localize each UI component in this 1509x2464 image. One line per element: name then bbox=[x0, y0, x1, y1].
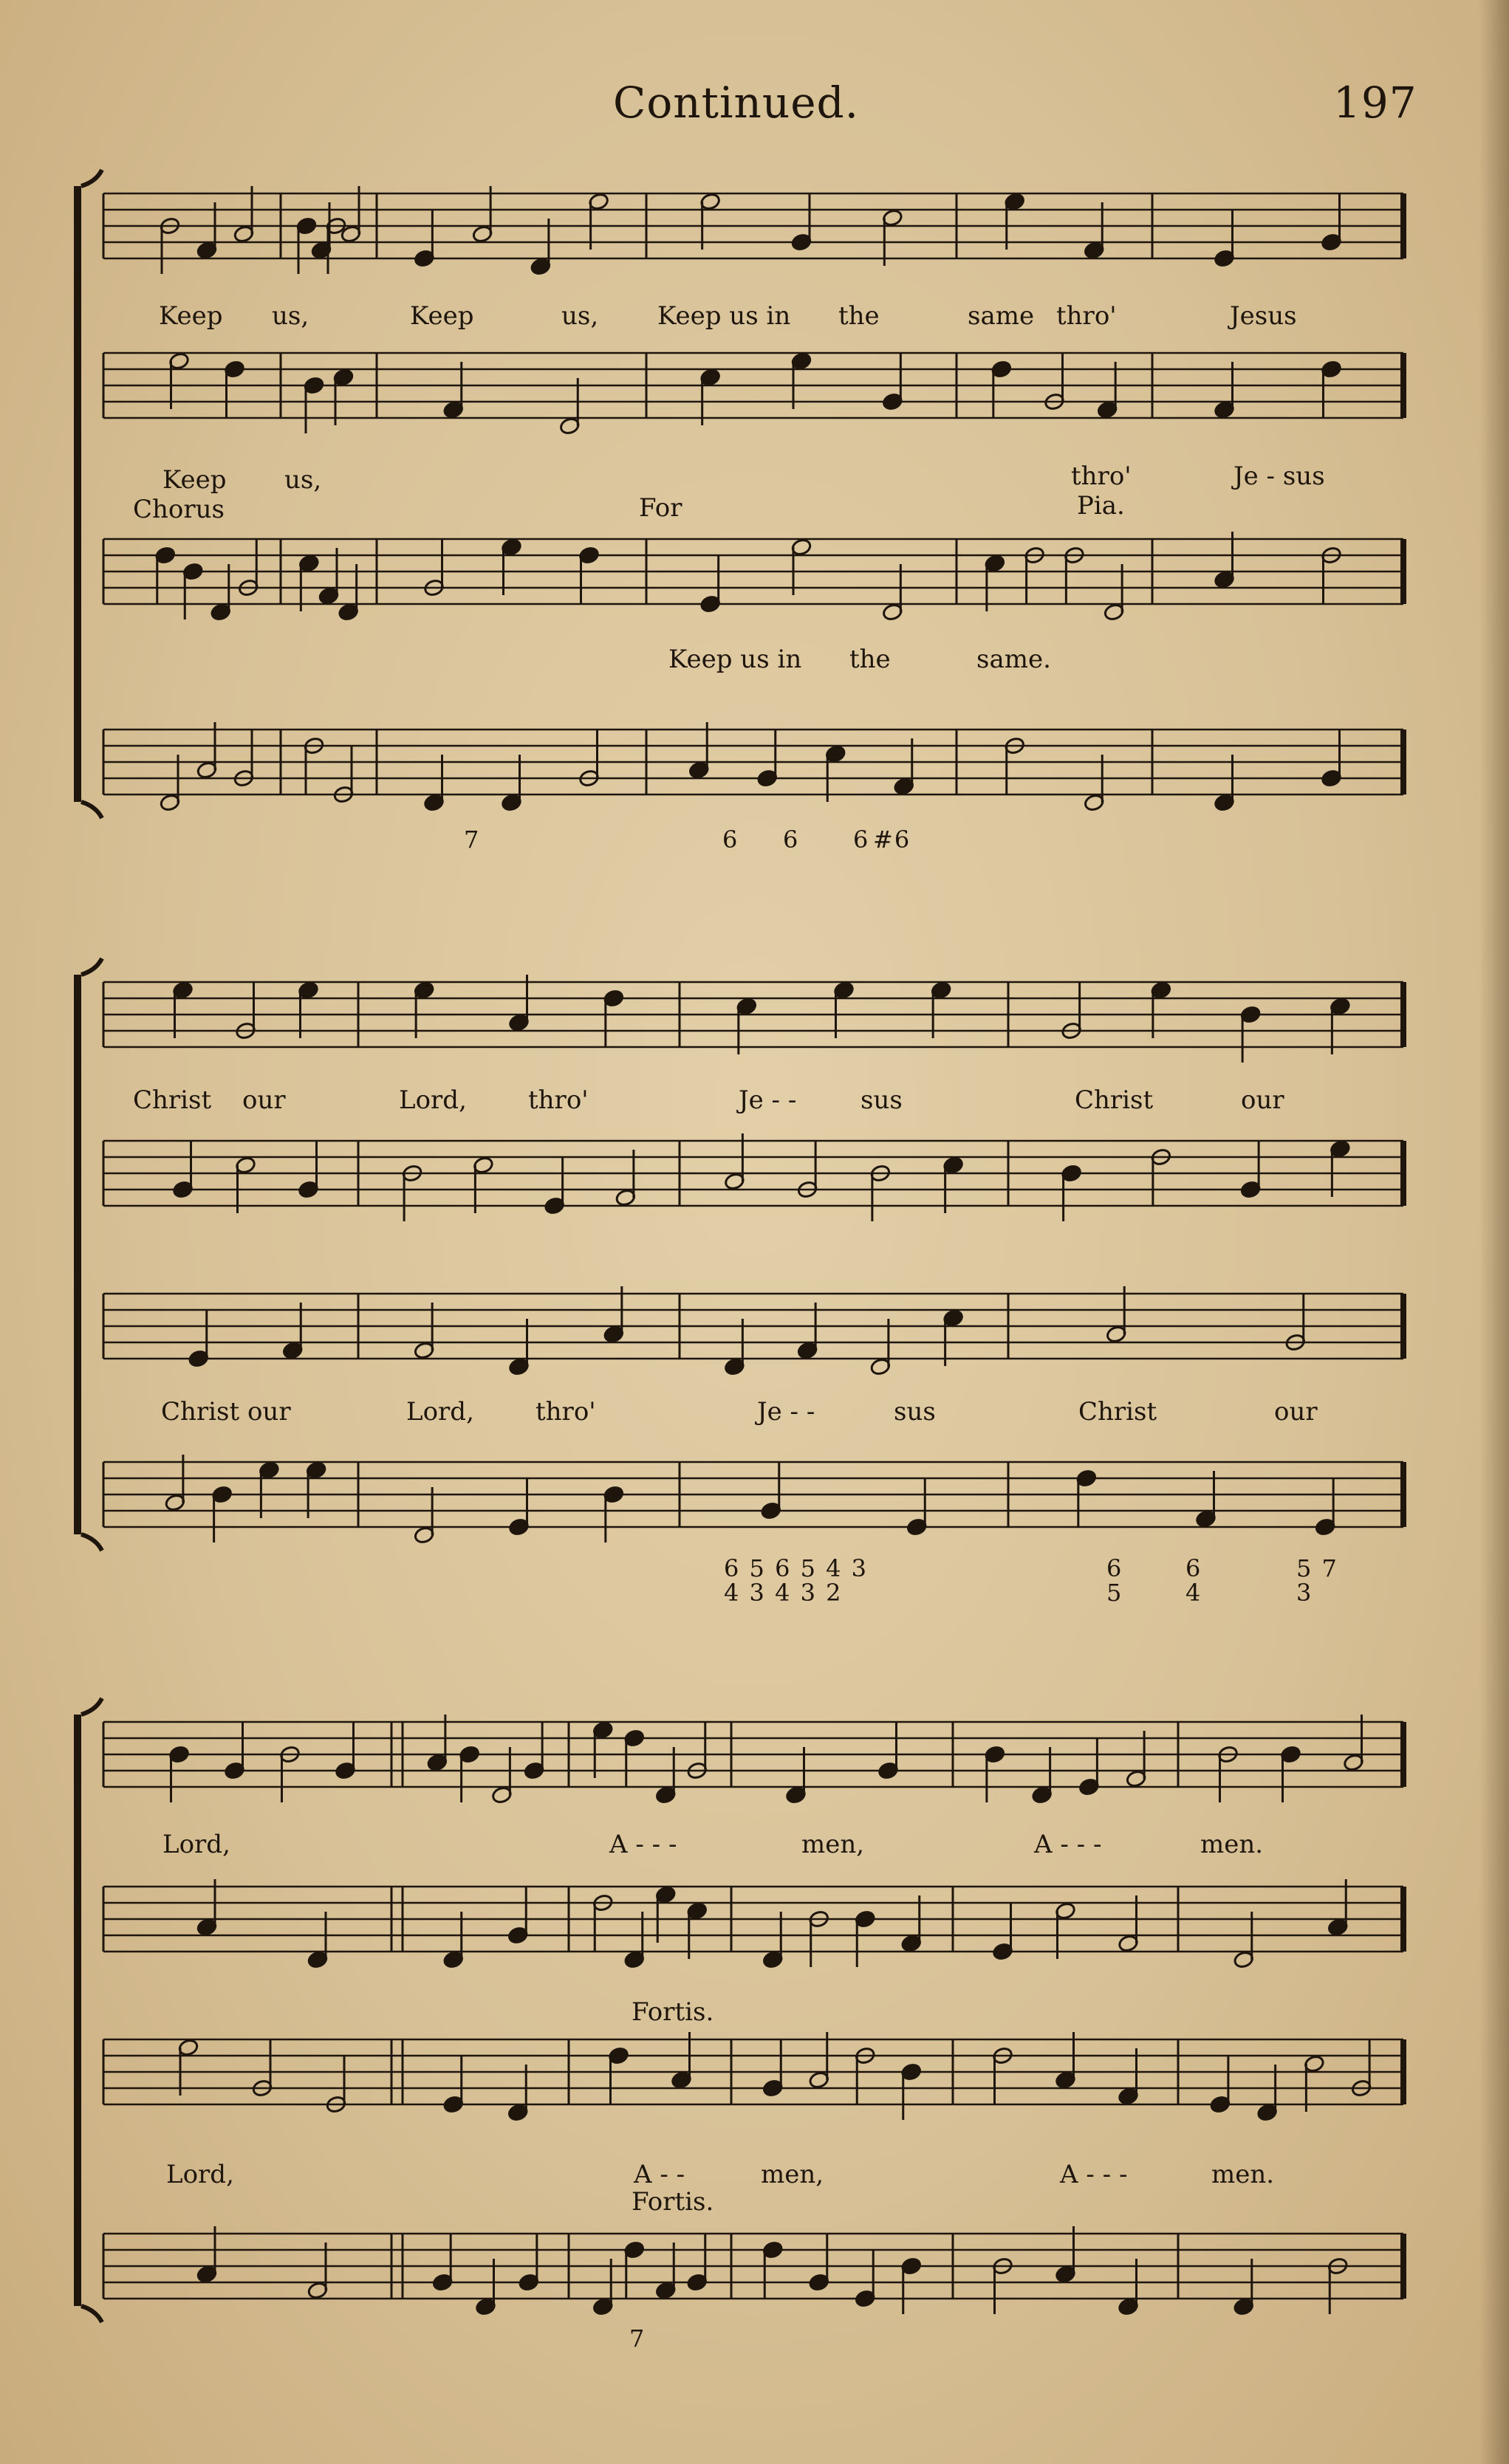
lyric: our bbox=[1241, 1085, 1284, 1115]
lyric: men, bbox=[761, 2160, 824, 2189]
dynamic-marking: Fortis. bbox=[632, 1997, 714, 2027]
figured-bass: 6 bbox=[853, 826, 870, 854]
lyric: Keep us in bbox=[668, 645, 802, 674]
bracket-hook bbox=[81, 170, 102, 186]
lyric: thro' bbox=[1056, 301, 1117, 331]
lyric: Jesus bbox=[1230, 301, 1297, 331]
lyric: sus bbox=[860, 1085, 903, 1115]
lyric: Lord, bbox=[406, 1397, 474, 1427]
page-number: 197 bbox=[1333, 78, 1417, 128]
lyric: Lord, bbox=[399, 1085, 467, 1115]
dynamic-marking: Chorus bbox=[133, 495, 225, 524]
lyric: Lord, bbox=[162, 1830, 230, 1859]
figured-bass: #6 bbox=[873, 826, 911, 854]
bracket-hook bbox=[81, 802, 102, 818]
lyric: Keep bbox=[159, 301, 223, 331]
lyric: men, bbox=[801, 1830, 865, 1859]
figured-bass: 6 bbox=[783, 826, 800, 854]
figured-bass: 7 bbox=[464, 826, 481, 854]
dynamic-marking: Pia. bbox=[1077, 491, 1125, 521]
lyric: the bbox=[838, 301, 880, 331]
lyric: Je - sus bbox=[1233, 461, 1325, 491]
bracket-hook bbox=[81, 958, 102, 975]
lyric: our bbox=[242, 1085, 286, 1115]
lyric: thro' bbox=[535, 1397, 596, 1427]
lyric: Christ bbox=[133, 1085, 212, 1115]
lyric: us, bbox=[561, 301, 599, 331]
bracket-hook bbox=[81, 2306, 102, 2322]
figured-bass: 4 3 4 3 2 bbox=[724, 1579, 843, 1607]
lyric: sus bbox=[894, 1397, 936, 1427]
lyric: our bbox=[1274, 1397, 1318, 1427]
figured-bass: 5 bbox=[1106, 1579, 1123, 1607]
bracket-hook bbox=[81, 1698, 102, 1715]
system-bracket bbox=[74, 186, 81, 802]
lyric: A - - - bbox=[609, 1830, 677, 1859]
lyric: A - - bbox=[634, 2160, 685, 2189]
page-title: Continued. bbox=[613, 78, 860, 128]
system-bracket bbox=[74, 1715, 81, 2306]
lyric: Christ our bbox=[161, 1397, 291, 1427]
lyric: Je - - bbox=[757, 1397, 815, 1427]
lyric: A - - - bbox=[1060, 2160, 1128, 2189]
lyric: Keep bbox=[410, 301, 474, 331]
dynamic-marking: For bbox=[639, 493, 682, 523]
lyric: A - - - bbox=[1034, 1830, 1102, 1859]
lyric: Christ bbox=[1075, 1085, 1154, 1115]
lyric: same. bbox=[976, 645, 1051, 674]
figured-bass: 6 5 6 5 4 3 bbox=[724, 1554, 869, 1582]
figured-bass: 3 bbox=[1296, 1579, 1313, 1607]
lyric: men. bbox=[1200, 1830, 1264, 1859]
figured-bass: 6 bbox=[1106, 1554, 1123, 1582]
lyric: Lord, bbox=[166, 2160, 234, 2189]
lyric: us, bbox=[272, 301, 309, 331]
figured-bass: 5 7 bbox=[1296, 1554, 1338, 1582]
lyric: Keep us in bbox=[657, 301, 791, 331]
figured-bass: 6 bbox=[722, 826, 739, 854]
dynamic-marking: Fortis. bbox=[632, 2187, 714, 2217]
lyric: Christ bbox=[1078, 1397, 1157, 1427]
lyric: the bbox=[849, 645, 891, 674]
lyric: thro' bbox=[1071, 461, 1132, 491]
lyric: Keep bbox=[162, 465, 227, 495]
lyric: thro' bbox=[528, 1085, 589, 1115]
figured-bass: 4 bbox=[1185, 1579, 1202, 1607]
lyric: us, bbox=[284, 465, 322, 495]
lyric: men. bbox=[1211, 2160, 1275, 2189]
bracket-hook bbox=[81, 1534, 102, 1551]
figured-bass: 6 bbox=[1185, 1554, 1202, 1582]
system-bracket bbox=[74, 975, 81, 1534]
lyric: Je - - bbox=[739, 1085, 797, 1115]
figured-bass: 7 bbox=[629, 2324, 646, 2353]
lyric: same bbox=[968, 301, 1035, 331]
